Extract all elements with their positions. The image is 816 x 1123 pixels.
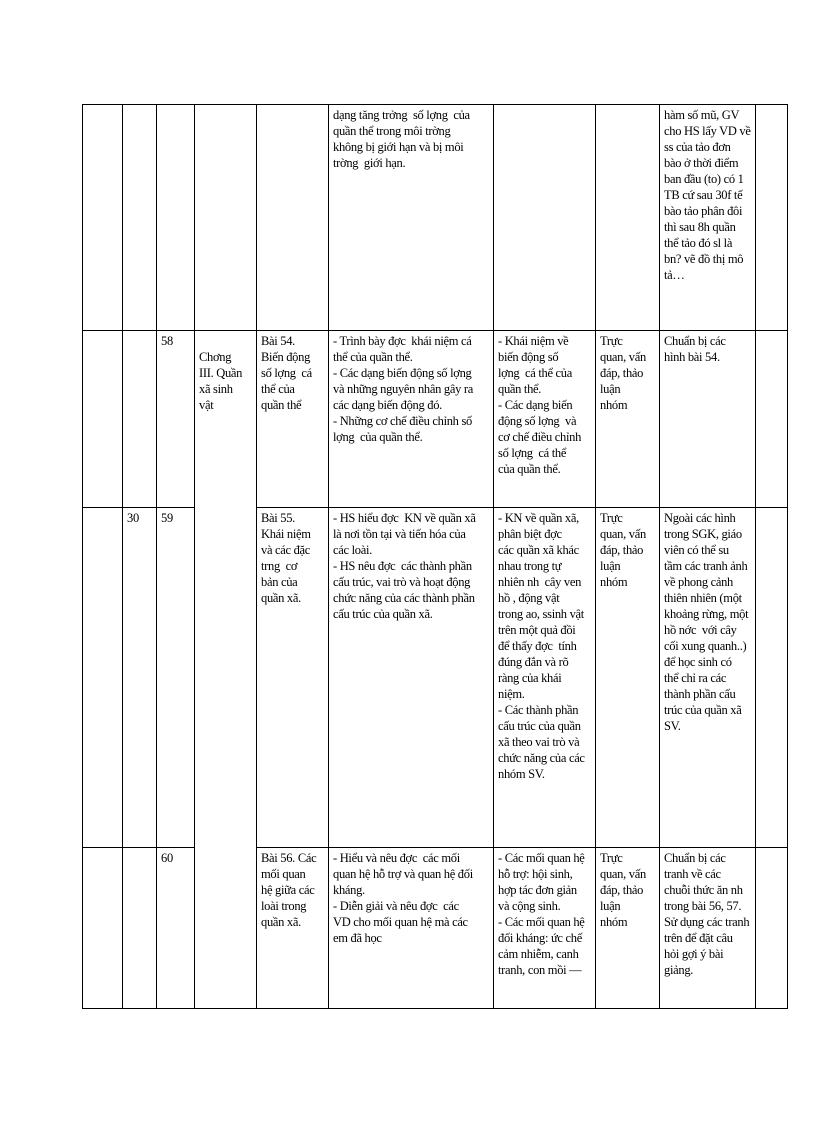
text-line: thiên nhiên (một xyxy=(664,591,742,605)
blank-cell xyxy=(83,105,123,331)
text-line: Bài 56. Các xyxy=(261,851,317,865)
lesson-title-cell xyxy=(257,105,329,331)
text-line: quan hệ hỗ trợ và quan hệ đối xyxy=(333,867,473,881)
text-line: động số lợng và xyxy=(498,414,577,428)
text-line: chức năng của các xyxy=(498,751,585,765)
content-cell xyxy=(494,508,596,848)
text-line: viên có thể su xyxy=(664,543,729,557)
text-line: của quần thể. xyxy=(498,462,561,476)
text-line: khoảng rừng, một xyxy=(664,607,749,621)
text-line: Trực xyxy=(600,334,623,348)
lesson-title-cell xyxy=(257,331,329,508)
text-line: quần thể trong môi trờng xyxy=(333,124,451,138)
text-line: xã theo vai trò và xyxy=(498,735,580,749)
text-line: TB cứ sau 30f tế xyxy=(664,188,743,202)
note-cell xyxy=(756,848,788,1009)
preparation-cell xyxy=(660,105,756,331)
text-line: loài trong xyxy=(261,899,307,913)
text-line: ss của tảo đơn xyxy=(664,140,731,154)
text-line: đúng đắn và rõ xyxy=(498,655,569,669)
text-line: đáp, thảo xyxy=(600,366,644,380)
chapter-cell xyxy=(195,331,257,1009)
text-line: cho HS lấy VD về xyxy=(664,124,751,138)
text-line: quần xã. xyxy=(261,591,301,605)
content-cell xyxy=(494,331,596,508)
lesson-plan-table xyxy=(82,104,788,1009)
text-line: biến động số xyxy=(498,350,559,364)
method-cell xyxy=(596,331,660,508)
text-line: - Khái niệm về xyxy=(498,334,569,348)
text-line: nhóm SV. xyxy=(498,767,545,781)
content-cell xyxy=(494,105,596,331)
text-line: luận xyxy=(600,559,621,573)
text-line: Trực xyxy=(600,851,623,865)
table-row xyxy=(83,848,788,1009)
text-line: Trực xyxy=(600,511,623,525)
text-line: quần thể. xyxy=(498,382,542,396)
text-line: hàm số mũ, GV xyxy=(664,108,740,122)
text-line: trng cơ xyxy=(261,559,298,573)
text-line: các quần xã khác xyxy=(498,543,579,557)
note-cell xyxy=(756,508,788,848)
text-line: dạng tăng trởng số lợng của xyxy=(333,108,470,122)
text-line: hình bài 54. xyxy=(664,350,720,364)
lesson-number-cell xyxy=(157,105,195,331)
text-line: Bài 55. xyxy=(261,511,296,525)
text-line: - Những cơ chế điều chỉnh số xyxy=(333,414,472,428)
text-line: bào tảo phân đôi xyxy=(664,204,743,218)
text-line: nhóm xyxy=(600,575,628,589)
preparation-cell xyxy=(660,331,756,508)
text-line: Ngoài các hình xyxy=(664,511,736,525)
text-line: hồ , động vật xyxy=(498,591,560,605)
text-line: các dạng biến động đó. xyxy=(333,398,442,412)
blank-cell xyxy=(83,848,123,1009)
text-line: - Các dạng biến xyxy=(498,398,573,412)
text-line: Biến động xyxy=(261,350,311,364)
content-cell xyxy=(494,848,596,1009)
preparation-cell xyxy=(660,848,756,1009)
text-line: kháng. xyxy=(333,883,365,897)
text-line: mối quan xyxy=(261,867,306,881)
text-line: trờng giới hạn. xyxy=(333,156,406,170)
text-line: để thấy đợc tính xyxy=(498,639,577,653)
text-line: trên một quả đồi xyxy=(498,623,576,637)
text-line: bào ở thời điểm xyxy=(664,156,739,170)
note-cell xyxy=(756,331,788,508)
text-line: hệ giữa các xyxy=(261,883,315,897)
text-line: giảng. xyxy=(664,963,694,977)
text-line: hỗ trợ: hội sinh, xyxy=(498,867,573,881)
text-line: - KN về quần xã, xyxy=(498,511,579,525)
text-line: tranh, con mồi — xyxy=(498,963,582,977)
text-line: - Các mối quan hệ xyxy=(498,915,585,929)
text-line: chức năng của các thành phần xyxy=(333,591,475,605)
text-line: trong ao, ssinh vật xyxy=(498,607,584,621)
lesson-title-cell xyxy=(257,848,329,1009)
text-line: cối xung quanh..) xyxy=(664,639,747,653)
text-line: tranh về các xyxy=(664,867,721,881)
text-line: số lợng cá thể xyxy=(498,446,567,460)
text-line: số lợng cá xyxy=(261,366,312,380)
text-line: SV. xyxy=(664,719,681,733)
text-line: ràng của khái xyxy=(498,671,562,685)
text-line: - Diễn giải và nêu đợc các xyxy=(333,899,459,913)
text-line: thể của xyxy=(261,382,295,396)
lesson-number-cell: 59 xyxy=(157,508,195,848)
note-cell xyxy=(756,105,788,331)
text-line: quần xã. xyxy=(261,915,301,929)
method-cell xyxy=(596,848,660,1009)
text-line: Bài 54. xyxy=(261,334,296,348)
text-line: cấu trúc, vai trò và hoạt động xyxy=(333,575,471,589)
text-line: thể tảo đó sl là xyxy=(664,236,733,250)
text-line: nhóm xyxy=(600,915,628,929)
text-line: III. Quần xyxy=(199,366,243,380)
text-line: em đã học xyxy=(333,931,382,945)
text-line: Khái niệm xyxy=(261,527,311,541)
text-line: phân biệt đợc xyxy=(498,527,562,541)
text-line: và các đặc xyxy=(261,543,311,557)
text-line: trúc của quần xã xyxy=(664,703,742,717)
text-line: quần thể xyxy=(261,398,302,412)
text-line: lợng cá thể của xyxy=(498,366,572,380)
lesson-title-cell xyxy=(257,508,329,848)
text-line: bn? vẽ đồ thị mô xyxy=(664,252,744,266)
method-cell xyxy=(596,105,660,331)
table-row xyxy=(83,508,788,848)
week-cell xyxy=(123,848,157,1009)
text-line: quan, vấn xyxy=(600,350,646,364)
objectives-cell xyxy=(329,848,494,1009)
text-line: nhiên nh cây ven xyxy=(498,575,582,589)
method-cell xyxy=(596,508,660,848)
table-row xyxy=(83,331,788,508)
text-line: cấu trúc của quần xyxy=(498,719,581,733)
text-line: - Các mối quan hệ xyxy=(498,851,585,865)
text-line: luận xyxy=(600,382,621,396)
text-line: trong SGK, giáo xyxy=(664,527,742,541)
text-line: các loài. xyxy=(333,543,372,557)
text-line: cấu trúc của quần xã. xyxy=(333,607,433,621)
text-line: - Hiểu và nêu đợc các mối xyxy=(333,851,460,865)
text-line: và cộng sinh. xyxy=(498,899,561,913)
chapter-cell xyxy=(195,105,257,331)
text-line: quan, vấn xyxy=(600,867,646,881)
text-line: thể của quần thể. xyxy=(333,350,413,364)
objectives-cell xyxy=(329,105,494,331)
lesson-number-cell: 58 xyxy=(157,331,195,508)
text-line: - Các thành phần xyxy=(498,703,579,717)
week-cell xyxy=(123,105,157,331)
text-line: tả… xyxy=(664,268,685,282)
text-line: đối kháng: ức chế xyxy=(498,931,582,945)
text-line: để học sinh có xyxy=(664,655,732,669)
text-line: quan, vấn xyxy=(600,527,646,541)
text-line: Chơng xyxy=(199,350,232,364)
text-line: niệm. xyxy=(498,687,525,701)
text-line: thành phần cấu xyxy=(664,687,736,701)
text-line: thì sau 8h quần xyxy=(664,220,736,234)
text-line: lợng của quần thể. xyxy=(333,430,423,444)
text-line: hỏi gợi ý bài xyxy=(664,947,724,961)
text-line: đáp, thảo xyxy=(600,543,644,557)
text-line: về phong cảnh xyxy=(664,575,733,589)
text-line: VD cho mối quan hệ mà các xyxy=(333,915,468,929)
text-line: hợp tác đơn giản xyxy=(498,883,577,897)
text-line: trên để đặt câu xyxy=(664,931,733,945)
preparation-cell xyxy=(660,508,756,848)
text-line: và những nguyên nhân gây ra xyxy=(333,382,473,396)
text-line: vật xyxy=(199,398,214,412)
text-line: nhau trong tự xyxy=(498,559,562,573)
text-line: luận xyxy=(600,899,621,913)
text-line: tầm các tranh ảnh xyxy=(664,559,748,573)
text-line: nhóm xyxy=(600,398,628,412)
table-row xyxy=(83,105,788,331)
text-line: thể chỉ ra các xyxy=(664,671,727,685)
text-line: - Trình bày đợc khái niệm cá xyxy=(333,334,472,348)
text-line: ban đầu (to) có 1 xyxy=(664,172,744,186)
blank-cell xyxy=(83,331,123,508)
text-line: - HS nêu đợc các thành phần xyxy=(333,559,472,573)
objectives-cell xyxy=(329,331,494,508)
blank-cell xyxy=(83,508,123,848)
text-line: Sử dụng các tranh xyxy=(664,915,750,929)
text-line: xã sinh xyxy=(199,382,233,396)
text-line: - Các dạng biến động số lợng xyxy=(333,366,472,380)
text-line: bản của xyxy=(261,575,298,589)
text-line: không bị giới hạn và bị môi xyxy=(333,140,464,154)
text-line: trong bài 56, 57. xyxy=(664,899,742,913)
week-cell xyxy=(123,331,157,508)
week-cell: 30 xyxy=(123,508,157,848)
text-line: Chuẩn bị các xyxy=(664,851,726,865)
text-line: chuỗi thức ăn nh xyxy=(664,883,743,897)
text-line: hồ nớc với cây xyxy=(664,623,737,637)
text-line: - HS hiểu đợc KN về quần xã xyxy=(333,511,476,525)
text-line: cơ chế điều chỉnh xyxy=(498,430,582,444)
text-line: là nơi tồn tại và tiến hóa của xyxy=(333,527,466,541)
objectives-cell xyxy=(329,508,494,848)
text-line: cảm nhiễm, canh xyxy=(498,947,579,961)
text-line: Chuẩn bị các xyxy=(664,334,726,348)
lesson-number-cell: 60 xyxy=(157,848,195,1009)
text-line: đáp, thảo xyxy=(600,883,644,897)
